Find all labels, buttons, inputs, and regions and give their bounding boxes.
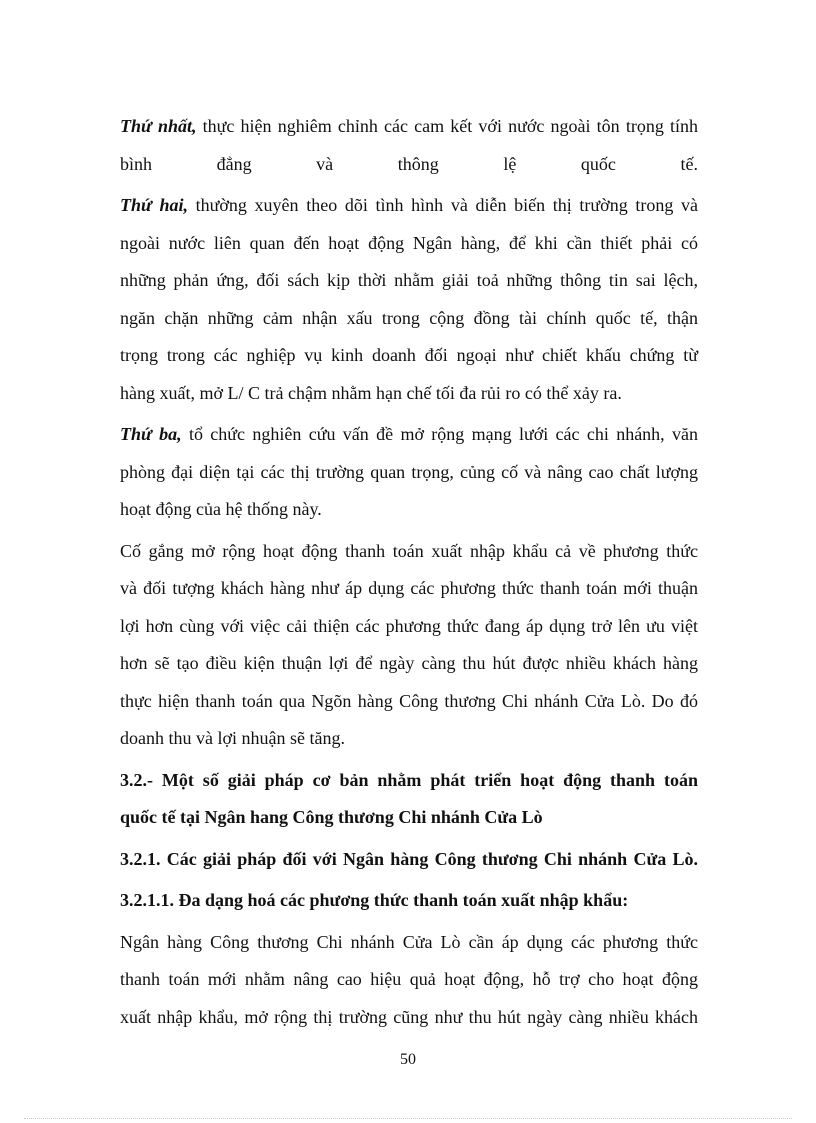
- heading-line: 3.2.1. Các giải pháp đối với Ngân hàng Công thương Chi nhánh Cửa Lò.: [120, 848, 698, 869]
- line-text: tổ chức nghiên cứu vấn đề mở rộng mạng lưới các chi nhánh, văn: [181, 424, 699, 444]
- text-line: ngoài nước liên quan đến hoạt động Ngân hàng, để khi cần thiết phải có: [120, 232, 698, 253]
- page-body: [120, 108, 698, 1040]
- text-line: [120, 108, 698, 146]
- text-line: thanh toán mới nhằm nâng cao hiệu quả hoạt động, hỗ trợ cho hoạt động: [120, 969, 698, 989]
- paragraph-thu-ba: [120, 416, 698, 529]
- text-line: hơn sẽ tạo điều kiện thuận lợi để ngày càng thu hút được nhiều khách hàng: [120, 653, 698, 673]
- line-text: thực hiện nghiêm chỉnh các cam kết với nước ngoài tôn trọng tính: [196, 116, 699, 136]
- text-line: doanh thu và lợi nhuận sẽ tăng.: [120, 728, 345, 748]
- paragraph-lead: Thứ hai,: [120, 195, 188, 215]
- text-line: [120, 187, 698, 225]
- text-line: Ngân hàng Công thương Chi nhánh Cửa Lò cần áp dụng các phương thức: [120, 931, 698, 952]
- section-heading-3-2-1-1: [120, 882, 698, 920]
- page-bottom-divider: [24, 1118, 792, 1119]
- text-line: Cố gắng mở rộng hoạt động thanh toán xuất nhập khẩu cả về phương thức: [120, 540, 698, 561]
- paragraph-co-gang: [120, 533, 698, 758]
- text-line: xuất nhập khẩu, mở rộng thị trường cũng như thu hút ngày càng nhiều khách: [120, 1006, 698, 1027]
- text-line: hoạt động của hệ thống này.: [120, 499, 322, 519]
- heading-line: 3.2.- Một số giải pháp cơ bản nhằm phát triển hoạt động thanh toán: [120, 769, 698, 790]
- heading-line: quốc tế tại Ngân hang Công thương Chi nhánh Cửa Lò: [120, 807, 543, 827]
- text-line: hàng xuất, mở L/ C trả chậm nhằm hạn chế tối đa rủi ro có thể xảy ra.: [120, 382, 622, 403]
- section-heading-3-2: [120, 762, 698, 837]
- text-line: thực hiện thanh toán qua Ngõn hàng Công thương Chi nhánh Cửa Lò. Do đó: [120, 690, 698, 711]
- text-line: trọng trong các nghiệp vụ kinh doanh đối ngoại như chiết khấu chứng từ: [120, 345, 698, 365]
- text-line: ngăn chặn những cảm nhận xấu trong cộng đồng tài chính quốc tế, thận: [120, 307, 698, 328]
- paragraph-closing: [120, 924, 698, 1037]
- text-line: bình đẳng và thông lệ quốc tế.: [120, 153, 698, 174]
- line-text: thường xuyên theo dõi tình hình và diễn biến thị trường trong và: [187, 195, 698, 215]
- text-line: những phản ứng, đối sách kịp thời nhằm giải toả những thông tin sai lệch,: [120, 270, 698, 290]
- section-heading-3-2-1: [120, 841, 698, 879]
- page-number: 50: [400, 1051, 416, 1068]
- text-line: phòng đại diện tại các thị trường quan trọng, củng cố và nâng cao chất lượng: [120, 461, 698, 482]
- paragraph-lead: Thứ nhất,: [120, 116, 197, 136]
- text-line: và đối tượng khách hàng như áp dụng các phương thức thanh toán mới thuận: [120, 578, 698, 598]
- text-line: [120, 416, 698, 454]
- paragraph-lead: Thứ ba,: [120, 424, 182, 444]
- text-line: lợi hơn cùng với việc cải thiện các phương thức đang áp dụng trở lên ưu việt: [120, 615, 698, 636]
- heading-line: 3.2.1.1. Đa dạng hoá các phương thức thanh toán xuất nhập khẩu:: [120, 890, 629, 910]
- paragraph-thu-nhat: [120, 108, 698, 183]
- paragraph-thu-hai: [120, 187, 698, 412]
